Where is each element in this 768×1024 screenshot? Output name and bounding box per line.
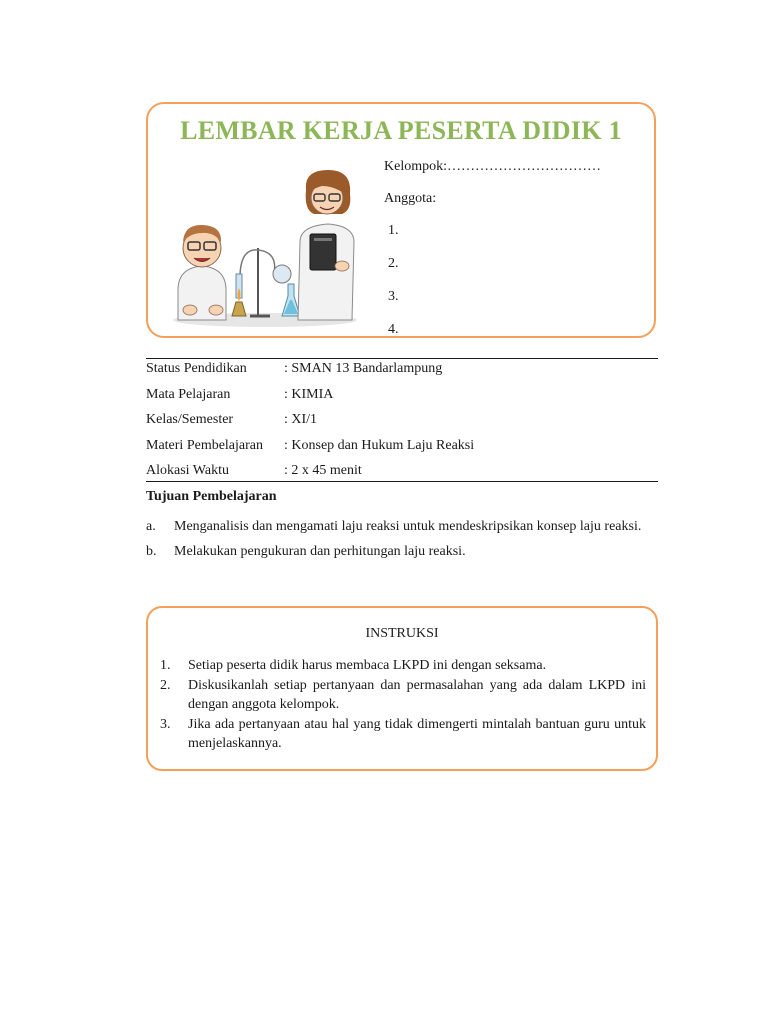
identity-row — [146, 462, 474, 488]
lab-apparatus-figure — [232, 248, 300, 316]
identity-value: : SMAN 13 Bandarlampung — [284, 361, 443, 376]
chemistry-lab-illustration — [170, 170, 360, 330]
identity-value: : KIMIA — [284, 386, 334, 402]
identity-row — [146, 360, 474, 386]
goal-item — [146, 514, 658, 539]
member-slot-4: 4. — [388, 322, 399, 337]
identity-value: : XI/1 — [284, 412, 318, 427]
identity-top-rule — [146, 358, 658, 359]
member-slot-1: 1. — [388, 223, 399, 238]
instructions-list — [160, 656, 646, 754]
goals-list — [146, 514, 658, 564]
instruction-text: Jika ada pertanyaan atau hal yang tidak dimengerti mintalah bantuan guru untuk menjelaskannya. — [188, 717, 646, 751]
boy-scientist-figure — [178, 225, 226, 320]
instructions-title: INSTRUKSI — [365, 626, 439, 641]
instruction-item — [160, 676, 646, 714]
instruction-text: Diskusikanlah setiap pertanyaan dan permasalahan yang ada dalam LKPD ini dengan anggota kelompok. — [188, 678, 646, 712]
identity-label: Status Pendidikan — [146, 361, 247, 376]
goals-heading: Tujuan Pembelajaran — [146, 489, 277, 504]
identity-value: : 2 x 45 menit — [284, 463, 362, 478]
instruction-item — [160, 715, 646, 753]
identity-label: Alokasi Waktu — [146, 463, 229, 478]
female-scientist-figure — [298, 170, 354, 320]
identity-row — [146, 411, 474, 437]
goal-text: Melakukan pengukuran dan perhitungan laju reaksi. — [174, 544, 466, 559]
identity-label: Mata Pelajaran — [146, 386, 231, 402]
identity-row — [146, 386, 474, 412]
identity-table — [146, 360, 474, 488]
identity-label: Kelas/Semester — [146, 412, 234, 427]
instruction-text: Setiap peserta didik harus membaca LKPD ini dengan seksama. — [188, 658, 547, 673]
header-box — [146, 102, 656, 338]
page-title: LEMBAR KERJA PESERTA DIDIK 1 — [180, 116, 622, 145]
member-slot-2: 2. — [388, 256, 399, 271]
goal-item — [146, 539, 658, 564]
identity-bottom-rule — [146, 481, 658, 482]
members-label: Anggota: — [384, 191, 437, 206]
member-slot-3: 3. — [388, 289, 399, 304]
goal-marker: b. — [146, 544, 157, 559]
group-label: Kelompok:…………………………… — [384, 159, 601, 174]
identity-row — [146, 437, 474, 463]
goal-text: Menganalisis dan mengamati laju reaksi untuk mendeskripsikan konsep laju reaksi. — [174, 519, 642, 534]
instructions-box — [146, 606, 658, 771]
identity-label: Materi Pembelajaran — [146, 437, 264, 453]
instruction-number: 3. — [160, 717, 171, 732]
goal-marker: a. — [146, 519, 156, 534]
instruction-item — [160, 656, 646, 675]
instruction-number: 1. — [160, 658, 171, 673]
group-info — [384, 158, 601, 354]
instruction-number: 2. — [160, 678, 171, 693]
identity-value: : Konsep dan Hukum Laju Reaksi — [284, 437, 475, 453]
